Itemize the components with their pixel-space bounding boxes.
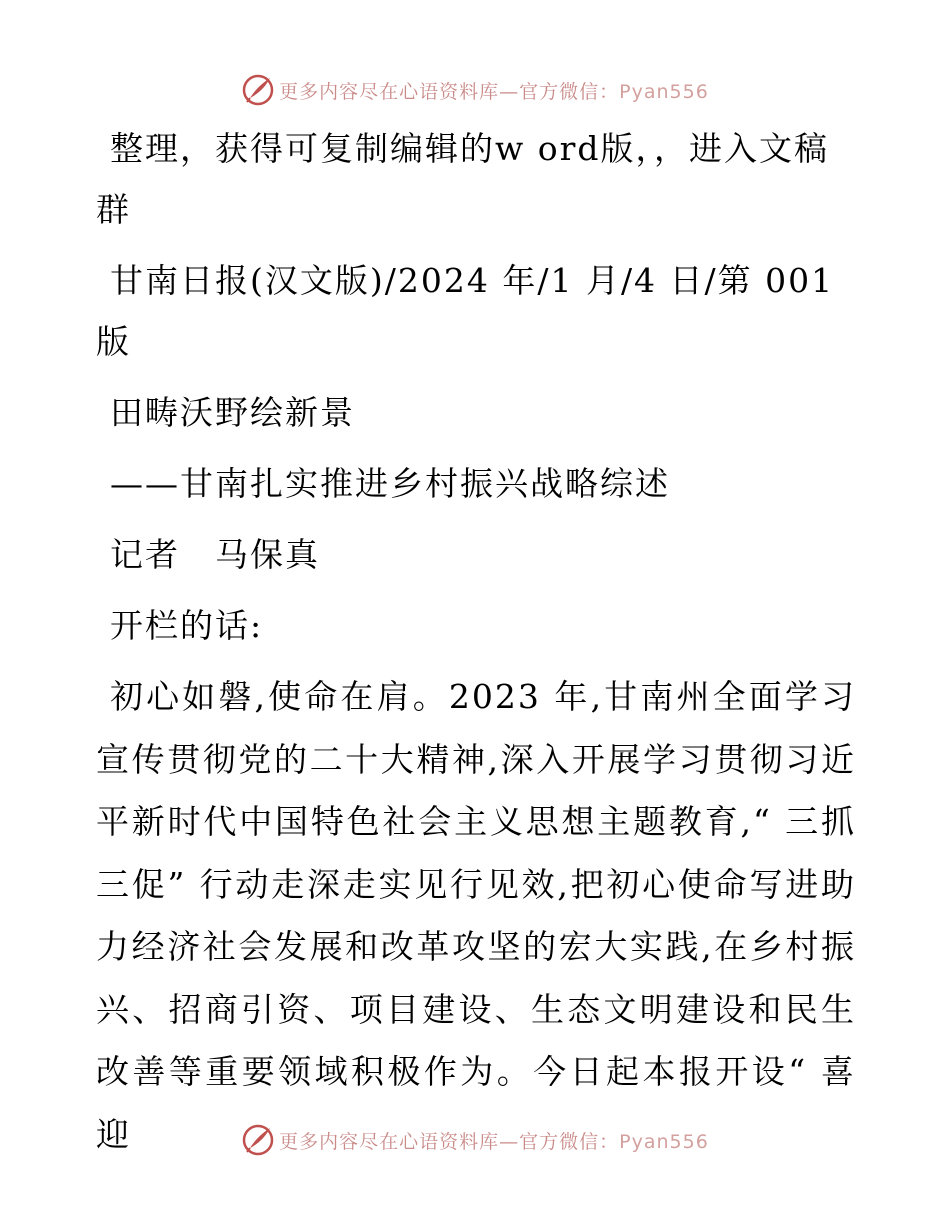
feather-logo-icon (241, 73, 275, 107)
watermark-prefix: 更多内容尽在心语资料库—官方微信： (279, 1130, 620, 1153)
article-subtitle: ——甘南扎实推进乡村振兴战略综述 (110, 464, 670, 503)
watermark-id: Pyan556 (619, 80, 709, 103)
intro-note: 整理，获得可复制编辑的w ord版，，进入文稿群 (96, 129, 830, 229)
watermark-prefix: 更多内容尽在心语资料库—官方微信： (279, 80, 620, 103)
newspaper-source: 甘南日报(汉文版)/2024 年/1 月/4 日/第 001 版 (96, 261, 847, 361)
feather-logo-icon (241, 1123, 275, 1157)
document-body (96, 118, 856, 1176)
header-watermark (0, 70, 950, 110)
watermark-text (279, 77, 709, 104)
watermark-text (279, 1127, 709, 1154)
column-heading: 开栏的话: (110, 606, 264, 645)
article-title: 田畴沃野绘新景 (110, 393, 355, 432)
article-byline: 记者 马保真 (110, 535, 320, 574)
watermark-id: Pyan556 (619, 1130, 709, 1153)
body-paragraph: 初心如磐,使命在肩。2023 年,甘南州全面学习宣传贯彻党的二十大精神,深入开展学习贯彻习近平新时代中国特色社会主义思想主题教育,“ 三抓三促” 行动走深走实见行见效,把初心使命写进助力经济社会发展和改革攻坚的宏大实践,在乡村振兴、招商引资、项目建设、生态文明建设和民生改善等重要领域积极作为。今日起本报开设“ 喜迎 (96, 677, 856, 1154)
footer-watermark (0, 1120, 950, 1160)
